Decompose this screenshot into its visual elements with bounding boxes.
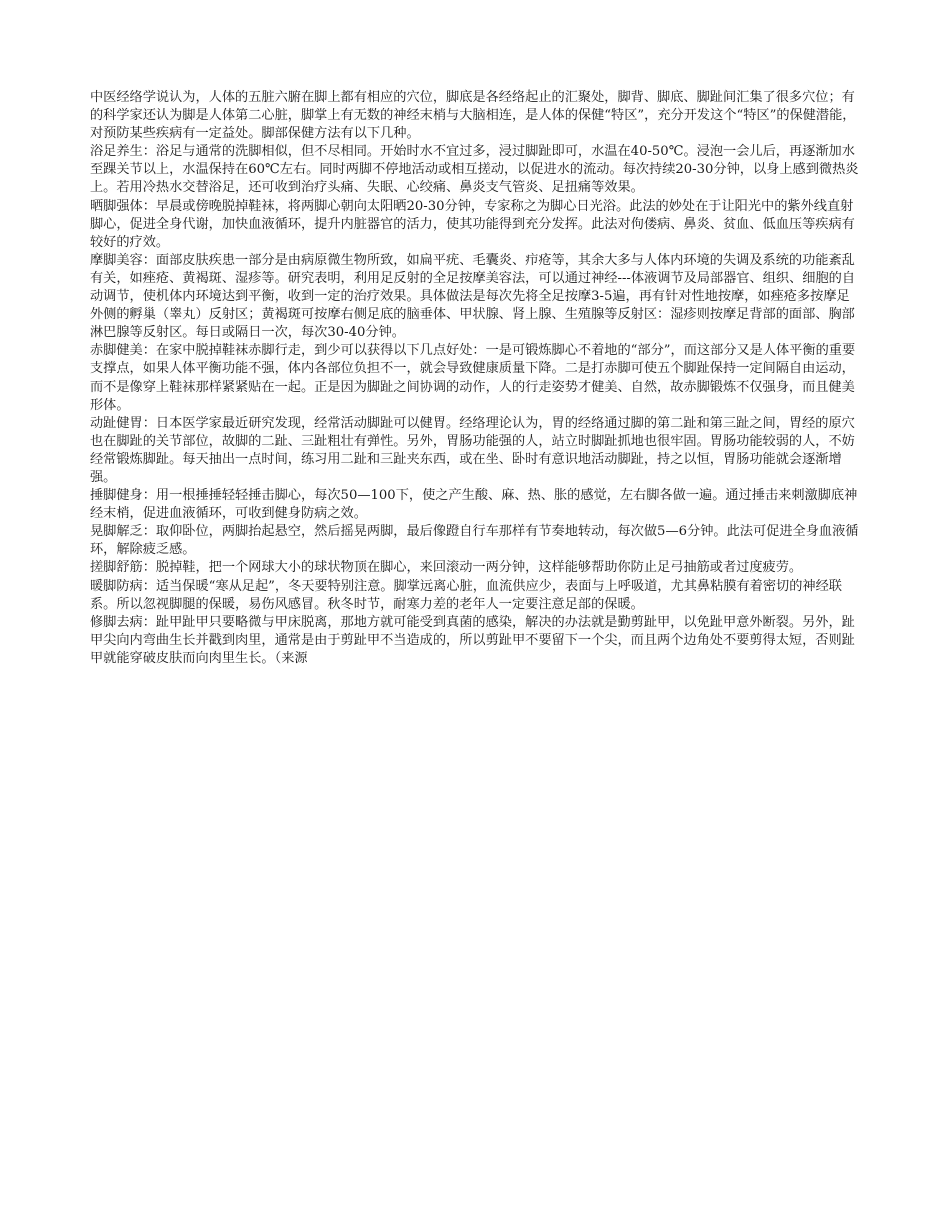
paragraph-foot-tapping: 捶脚健身：用一根捶捶轻轻捶击脚心，每次50—100下，使之产生酸、麻、热、胀的感觉，左右脚各做一遍。通过捶击来刺激脚底神经末梢，促进血液循环，可收到健身防病之效。	[90, 488, 858, 522]
paragraph-foot-massage: 摩脚美容：面部皮肤疾患一部分是由病原微生物所致，如扁平疣、毛囊炎、疖疮等，其余大多与人体内环境的失调及系统的功能紊乱有关，如痤疮、黄褐斑、湿疹等。研究表明，利用足反射的全足按摩美容法，可以通过神经---体液调节及局部器官、组织、细胞的自动调节，使机体内环境达到平衡，收到一定的治疗效果。具体做法是每次先将全足按摩3-5遍，再有针对性地按摩，如痤疮多按摩足外侧的孵巢（睾丸）反射区；黄褐斑可按摩右侧足底的脑垂体、甲状腺、肾上腺、生殖腺等反射区：湿疹则按摩足背部的面部、胸部淋巴腺等反射区。每日或隔日一次，每次30-40分钟。	[90, 252, 856, 341]
paragraph-sun-feet: 晒脚强体：早晨或傍晚脱掉鞋袜，将两脚心朝向太阳晒20-30分钟，专家称之为脚心日光浴。此法的妙处在于让阳光中的紫外线直射脚心，促进全身代谢，加快血液循环，提升内脏器官的活力，使其功能得到充分发挥。此法对佝偻病、鼻炎、贫血、低血压等疾病有较好的疗效。	[90, 198, 855, 250]
intro-paragraph: 中医经络学说认为，人体的五脏六腑在脚上都有相应的穴位，脚底是各经络起止的汇聚处，脚背、脚底、脚趾间汇集了很多穴位；有的科学家还认为脚是人体第二心脏，脚掌上有无数的神经末梢与大脑相连，是人体的保健“特区”，充分开发这个“特区”的保健潜能，对预防某些疾病有一定益处。脚部保健方法有以下几种。	[90, 90, 856, 142]
paragraph-foot-rolling: 搓脚舒筋：脱掉鞋，把一个网球大小的球状物顶在脚心，来回滚动一两分钟，这样能够帮助你防止足弓抽筋或者过度疲劳。	[90, 560, 803, 576]
paragraph-foot-bath: 浴足养生：浴足与通常的洗脚相似，但不尽相同。开始时水不宜过多，浸过脚趾即可，水温在40-50℃。浸泡一会儿后，再逐渐加水至踝关节以上，水温保持在60℃左右。同时两脚不停地活动或相互搓动，以促进水的流动。每次持续20-30分钟，以身上感到微热炎上。若用冷热水交替浴足，还可收到治疗头痛、失眠、心绞痛、鼻炎支气管炎、足扭痛等效果。	[90, 144, 859, 196]
paragraph-foot-shaking: 晃脚解乏：取仰卧位，两脚抬起悬空，然后摇晃两脚，最后像蹬自行车那样有节奏地转动，每次做5—6分钟。此法可促进全身血液循环，解除疲乏感。	[90, 524, 859, 558]
paragraph-nail-care: 修脚去病：趾甲趾甲只要略微与甲床脱离，那地方就可能受到真菌的感染，解决的办法就是勤剪趾甲，以免趾甲意外断裂。另外，趾甲尖向内弯曲生长并戳到肉里，通常是由于剪趾甲不当造成的，所以剪趾甲不要留下一个尖，而且两个边角处不要剪得太短，否则趾甲就能穿破皮肤而向肉里生长。（来源	[90, 614, 855, 666]
paragraph-barefoot: 赤脚健美：在家中脱掉鞋袜赤脚行走，到少可以获得以下几点好处：一是可锻炼脚心不着地的“部分”，而这部分又是人体平衡的重要支撑点，如果人体平衡功能不强，体内各部位负担不一，就会导致健康质量下降。二是打赤脚可使五个脚趾保持一定间隔自由运动，而不是像穿上鞋袜那样紧紧贴在一起。正是因为脚趾之间协调的动作，人的行走姿势才健美、自然，故赤脚锻炼不仅强身，而且健美形体。	[90, 343, 856, 413]
paragraph-toe-exercise: 动趾健胃：日本医学家最近研究发现，经常活动脚趾可以健胃。经络理论认为，胃的经络通过脚的第二趾和第三趾之间，胃经的原穴也在脚趾的关节部位，故脚的二趾、三趾粗壮有弹性。另外，胃肠功能强的人，站立时脚趾抓地也很牢固。胃肠功能较弱的人，不妨经常锻炼脚趾。每天抽出一点时间，练习用二趾和三趾夹东西，或在坐、卧时有意识地活动脚趾，持之以恒，胃肠功能就会逐渐增强。	[90, 415, 855, 485]
document-body	[90, 89, 862, 668]
paragraph-foot-warming: 暖脚防病：适当保暖“寒从足起”，冬天要特别注意。脚掌远离心脏，血流供应少，表面与上呼吸道，尤其鼻粘膜有着密切的神经联系。所以忽视脚腿的保暖，易伤风感冒。秋冬时节，耐寒力差的老年人一定要注意足部的保暖。	[90, 578, 842, 612]
